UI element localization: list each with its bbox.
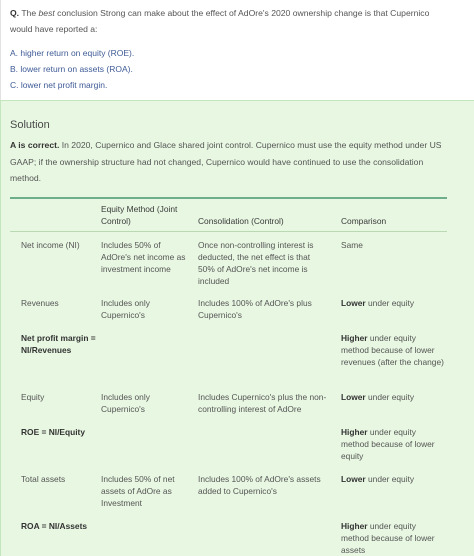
- row-label-net-income: Net income (NI): [21, 240, 80, 250]
- row2-comparison: Higher under equity method because of lower revenues (after the change): [341, 333, 444, 367]
- header-comparison: Comparison: [341, 216, 387, 226]
- row-label-revenues: Revenues: [21, 298, 59, 308]
- question-text: Q. The best conclusion Strong can make about the effect of AdOre's 2020 ownership change is that Cupernico would have reported a:: [10, 8, 430, 34]
- row0-comparison: Same: [341, 240, 363, 250]
- row3-consolidation: Includes Cupernico's plus the non-controlling interest of AdOre: [198, 392, 327, 414]
- row3-equity: Includes only Cupernico's: [101, 392, 150, 414]
- solution-panel: [0, 100, 474, 556]
- row4-comparison: Higher under equity method because of lower equity: [341, 427, 435, 461]
- row1-equity: Includes only Cupernico's: [101, 298, 150, 320]
- row1-comparison: Lower under equity: [341, 298, 415, 308]
- row-label-net-profit-margin: Net profit margin = NI/Revenues: [21, 333, 96, 355]
- row-label-roa: ROA = NI/Assets: [21, 521, 88, 531]
- row1-consolidation: Includes 100% of AdOre's plus Cupernico's: [198, 298, 312, 320]
- row0-consolidation: Once non-controlling interest is deducted, the net effect is that 50% of AdOre's net income is included: [198, 240, 314, 286]
- row0-equity: Includes 50% of AdOre's net income as investment income: [101, 240, 186, 274]
- option-b[interactable]: B. lower return on assets (ROA).: [10, 64, 133, 74]
- header-consolidation: Consolidation (Control): [198, 216, 284, 226]
- question-panel: [0, 0, 474, 100]
- row-label-equity: Equity: [21, 392, 45, 402]
- header-equity-method: Equity Method (Joint Control): [101, 204, 178, 226]
- row-label-total-assets: Total assets: [21, 474, 66, 484]
- row5-consolidation: Includes 100% of AdOre's assets added to Cupernico's: [198, 474, 321, 496]
- row-label-roe: ROE = NI/Equity: [21, 427, 85, 437]
- row3-comparison: Lower under equity: [341, 392, 415, 402]
- row6-comparison: Higher under equity method because of lower assets: [341, 521, 435, 555]
- option-c[interactable]: C. lower net profit margin.: [10, 80, 108, 90]
- row5-equity: Includes 50% of net assets of AdOre as Investment: [101, 474, 175, 508]
- solution-text: A is correct. In 2020, Cupernico and Glace shared joint control. Cupernico must use the equity method under US GAAP; if the ownership structure had not changed, Cupernico would have continued to use the consolidation method.: [10, 140, 442, 183]
- table-top-rule: [10, 197, 447, 199]
- header-divider: [10, 231, 447, 232]
- row5-comparison: Lower under equity: [341, 474, 415, 484]
- solution-title: Solution: [10, 119, 50, 131]
- option-a[interactable]: A. higher return on equity (ROE).: [10, 48, 135, 58]
